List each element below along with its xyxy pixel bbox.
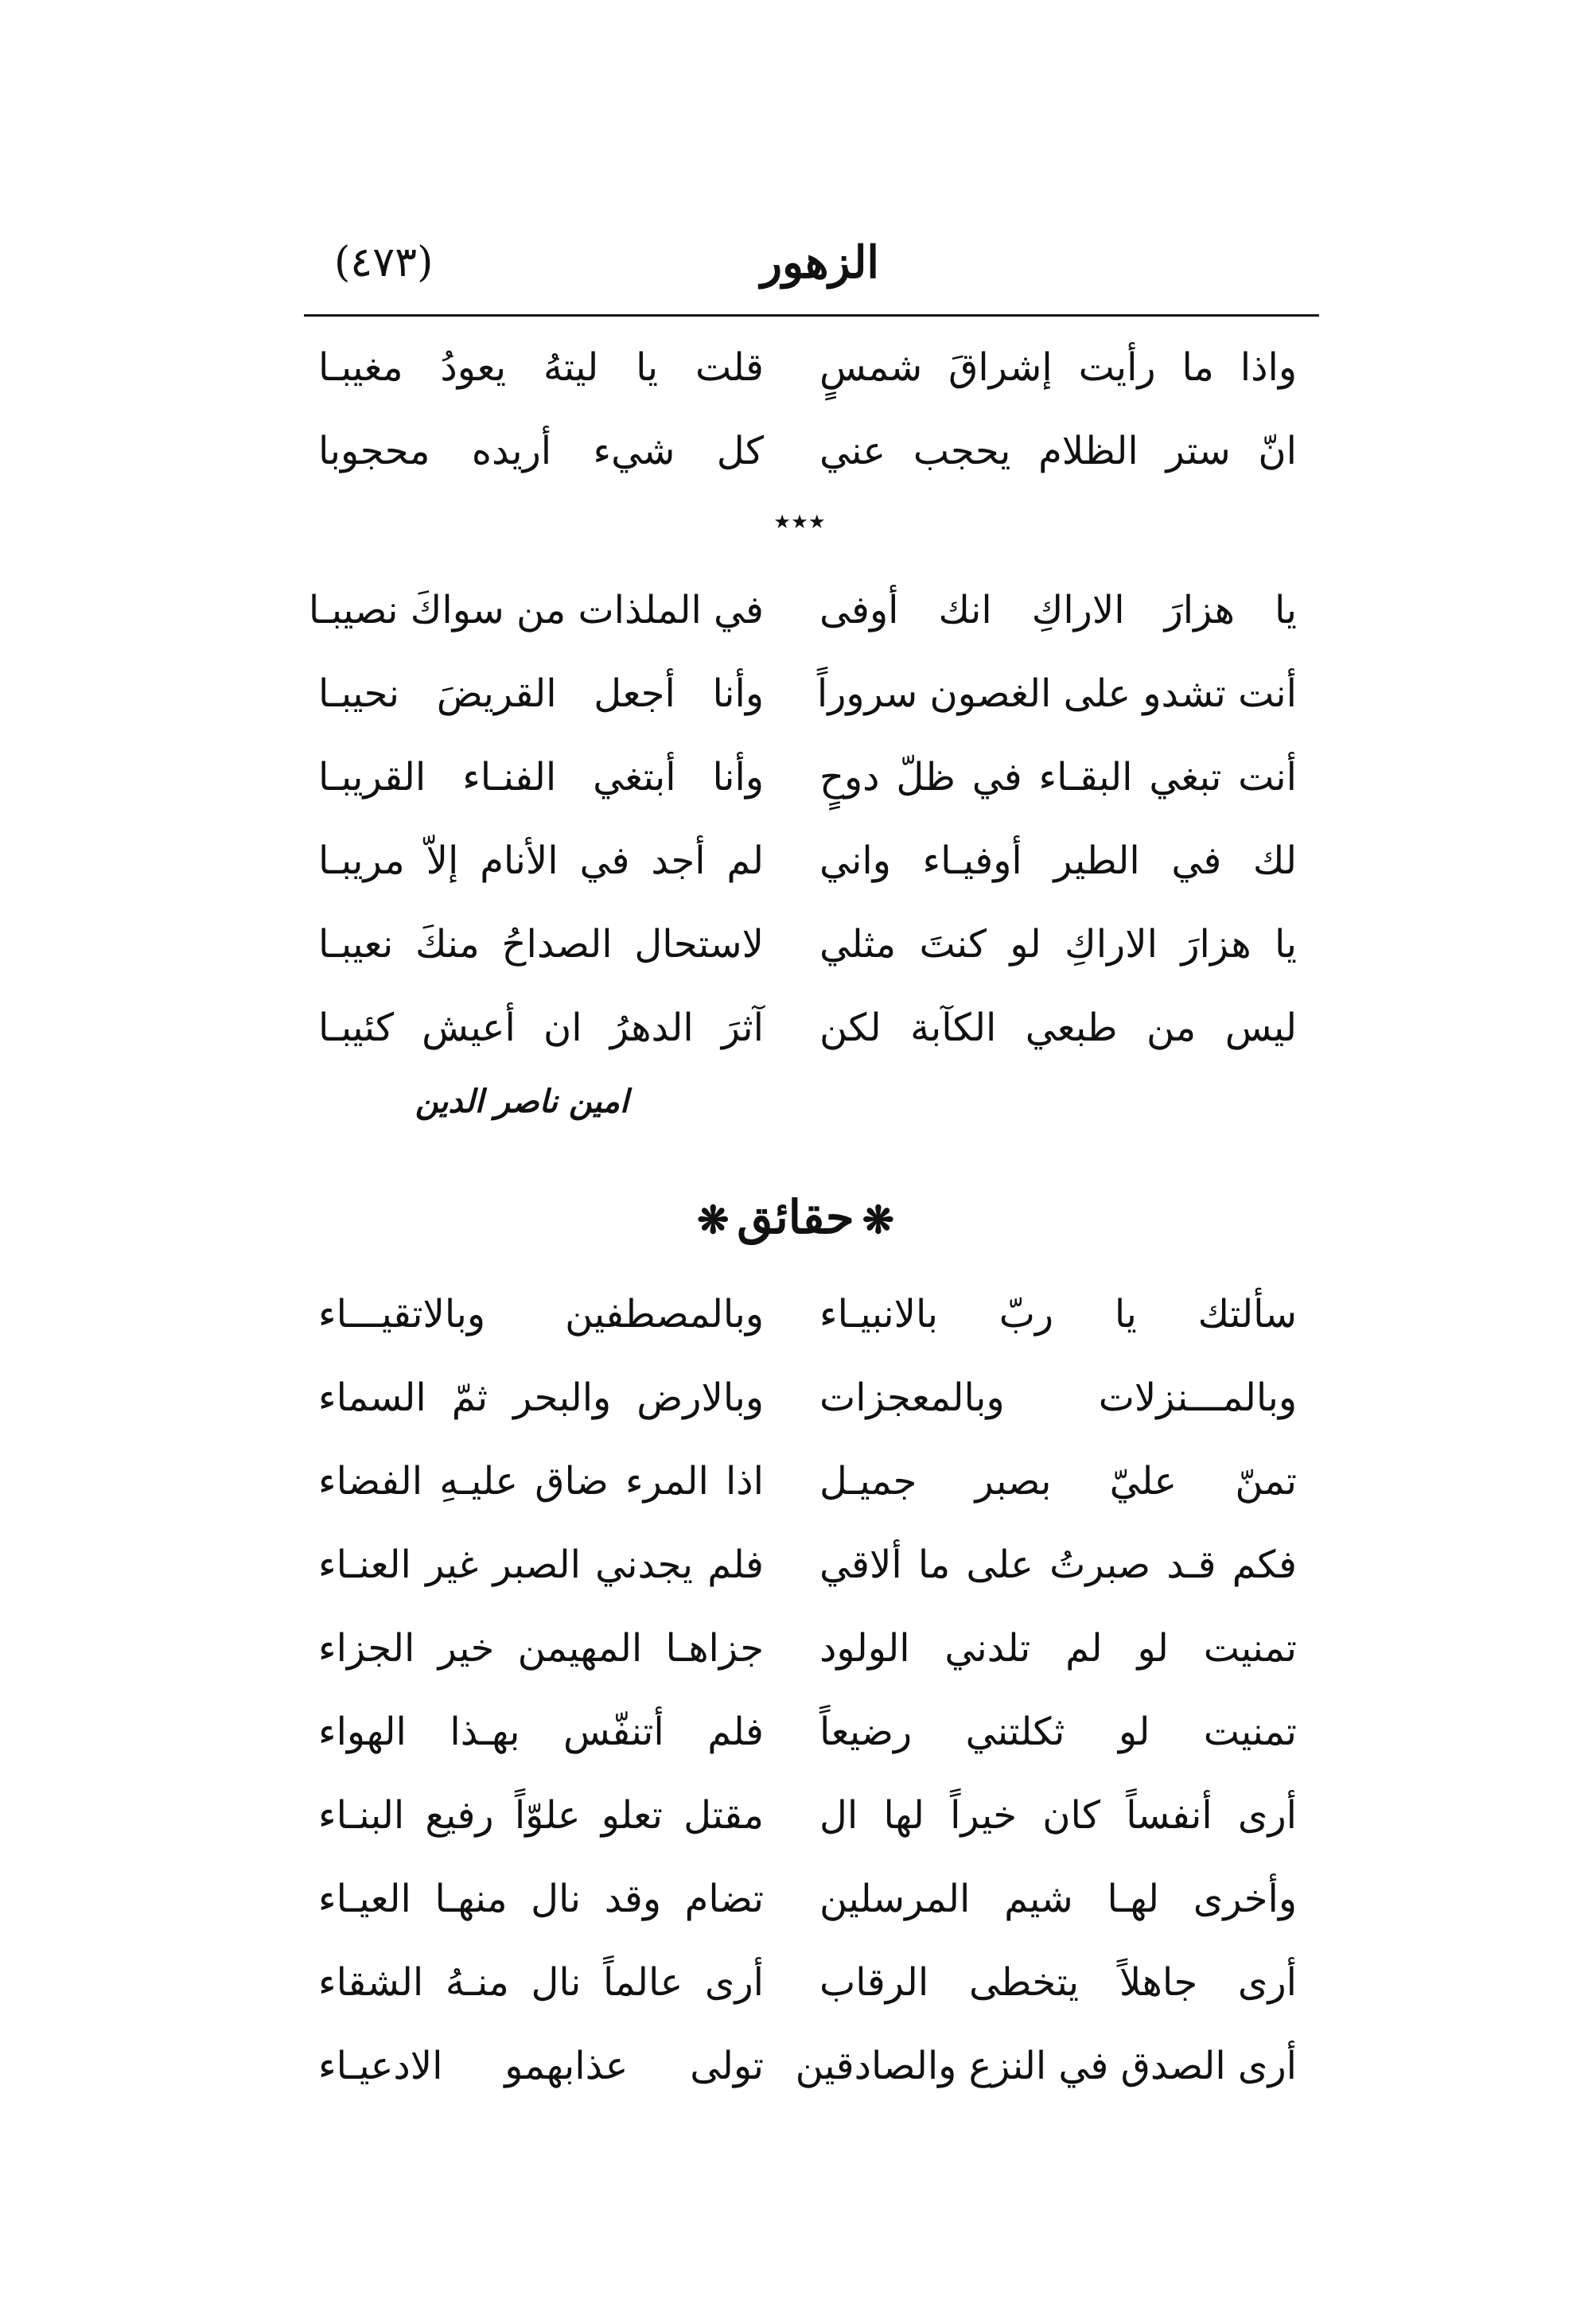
first-hemistich: تمنيت لو ثكلتني رضيعاً <box>819 1710 1297 1754</box>
page-number: (٤٧٣) <box>334 239 434 286</box>
first-hemistich: أنت تبغي البقـاء في ظلّ دوحٍ <box>819 755 1297 800</box>
second-hemistich: اذا المرء ضاق عليـهِ الفضاء <box>318 1459 764 1504</box>
poem3-verse-2 <box>318 1356 1297 1439</box>
running-head <box>318 231 1285 294</box>
ornament-icon: ❋ <box>862 1198 894 1243</box>
poem2-verse-5 <box>318 903 1297 986</box>
poem3-verse-7 <box>318 1774 1297 1857</box>
poem3-verse-8 <box>318 1858 1297 1940</box>
running-title: الزهور <box>760 236 879 289</box>
section-heading <box>636 1177 955 1257</box>
author-signature: امين ناصر الدين <box>415 1083 629 1120</box>
first-hemistich: فكم قـد صبرتُ على ما ألاقي <box>819 1543 1297 1587</box>
second-hemistich: فلم يجدني الصبر غير العنـاء <box>318 1543 764 1587</box>
second-hemistich: كل شيء أريده محجوبا <box>318 429 764 473</box>
second-hemistich: لاستحال الصداحُ منكَ نعيبـا <box>318 922 764 967</box>
second-hemistich: وبالمصطفين وبالاتقيـــاء <box>318 1292 764 1336</box>
poem2-verse-1 <box>308 569 1297 652</box>
second-hemistich: في الملذات من سواكَ نصيبـا <box>308 588 764 632</box>
second-hemistich: لم أجد في الأنام إلاّ مريبـا <box>318 838 764 883</box>
first-hemistich: أرى جاهلاً يتخطى الرقاب <box>819 1960 1297 2005</box>
first-hemistich: وبالمـــنزلات وبالمعجزات <box>819 1375 1297 1420</box>
asterism-separator: ٭٭٭ <box>773 503 826 539</box>
section-title-text: حقائق <box>737 1190 854 1244</box>
second-hemistich: مقتل تعلو علوّاً رفيع البنـاء <box>318 1793 764 1838</box>
second-hemistich: وأنا أجعل القريضَ نحيبـا <box>318 671 764 716</box>
poem3-verse-10 <box>318 2025 1297 2107</box>
poem3-verse-6 <box>318 1691 1297 1773</box>
second-hemistich: أرى عالماً نال منـهُ الشقاء <box>318 1960 764 2005</box>
first-hemistich: تمنّ عليّ بصبر جميـل <box>819 1459 1297 1504</box>
second-hemistich: فلم أتنفّس بهـذا الهواء <box>318 1710 764 1754</box>
second-hemistich: جزاهـا المهيمن خير الجزاء <box>318 1626 764 1671</box>
first-hemistich: أنت تشدو على الغصون سروراً <box>816 671 1297 716</box>
ornament-icon: ❋ <box>697 1198 730 1243</box>
first-hemistich: ليس من طبعي الكآبة لكن <box>819 1006 1297 1050</box>
first-hemistich: تمنيت لو لم تلدني الولود <box>819 1626 1297 1671</box>
first-hemistich: أرى أنفساً كان خيراً لها ال <box>819 1793 1297 1838</box>
first-hemistich: لك في الطير أوفيـاء واني <box>819 838 1297 883</box>
poem3-verse-5 <box>318 1607 1297 1690</box>
poem2-verse-6 <box>318 986 1297 1069</box>
second-hemistich: وأنا أبتغي الفنـاء القريبـا <box>318 755 764 800</box>
first-hemistich: يا هزارَ الاراكِ لو كنتَ مثلي <box>819 922 1297 967</box>
first-hemistich: انّ ستر الظلام يحجب عني <box>819 429 1297 473</box>
first-hemistich: يا هزارَ الاراكِ انك أوفى <box>819 588 1297 632</box>
poem2-verse-3 <box>318 736 1297 819</box>
poem3-verse-1 <box>318 1273 1297 1356</box>
second-hemistich: تولى عذابهمو الادعيـاء <box>318 2044 764 2088</box>
second-hemistich: تضام وقد نال منهـا العيـاء <box>318 1877 764 1921</box>
first-hemistich: واذا ما رأيت إشراقَ شمسٍ <box>819 345 1297 390</box>
poem2-verse-4 <box>318 819 1297 902</box>
poem3-verse-3 <box>318 1440 1297 1523</box>
first-hemistich: أرى الصدق في النزع والصادقين <box>795 2044 1297 2088</box>
header-rule <box>304 314 1319 317</box>
poem3-verse-9 <box>318 1941 1297 2024</box>
second-hemistich: آثرَ الدهرُ ان أعيش كئيبـا <box>318 1006 764 1050</box>
poem3-verse-4 <box>318 1523 1297 1606</box>
second-hemistich: قلت يا ليتهُ يعودُ مغيبـا <box>318 345 764 390</box>
first-hemistich: سألتك يا ربّ بالانبيـاء <box>819 1292 1297 1336</box>
poem2-verse-2 <box>318 652 1297 735</box>
poem1-verse-2 <box>318 410 1297 492</box>
second-hemistich: وبالارض والبحر ثمّ السماء <box>318 1375 764 1420</box>
first-hemistich: وأخرى لهـا شيم المرسلين <box>819 1877 1297 1921</box>
poem1-verse-1 <box>318 326 1297 409</box>
